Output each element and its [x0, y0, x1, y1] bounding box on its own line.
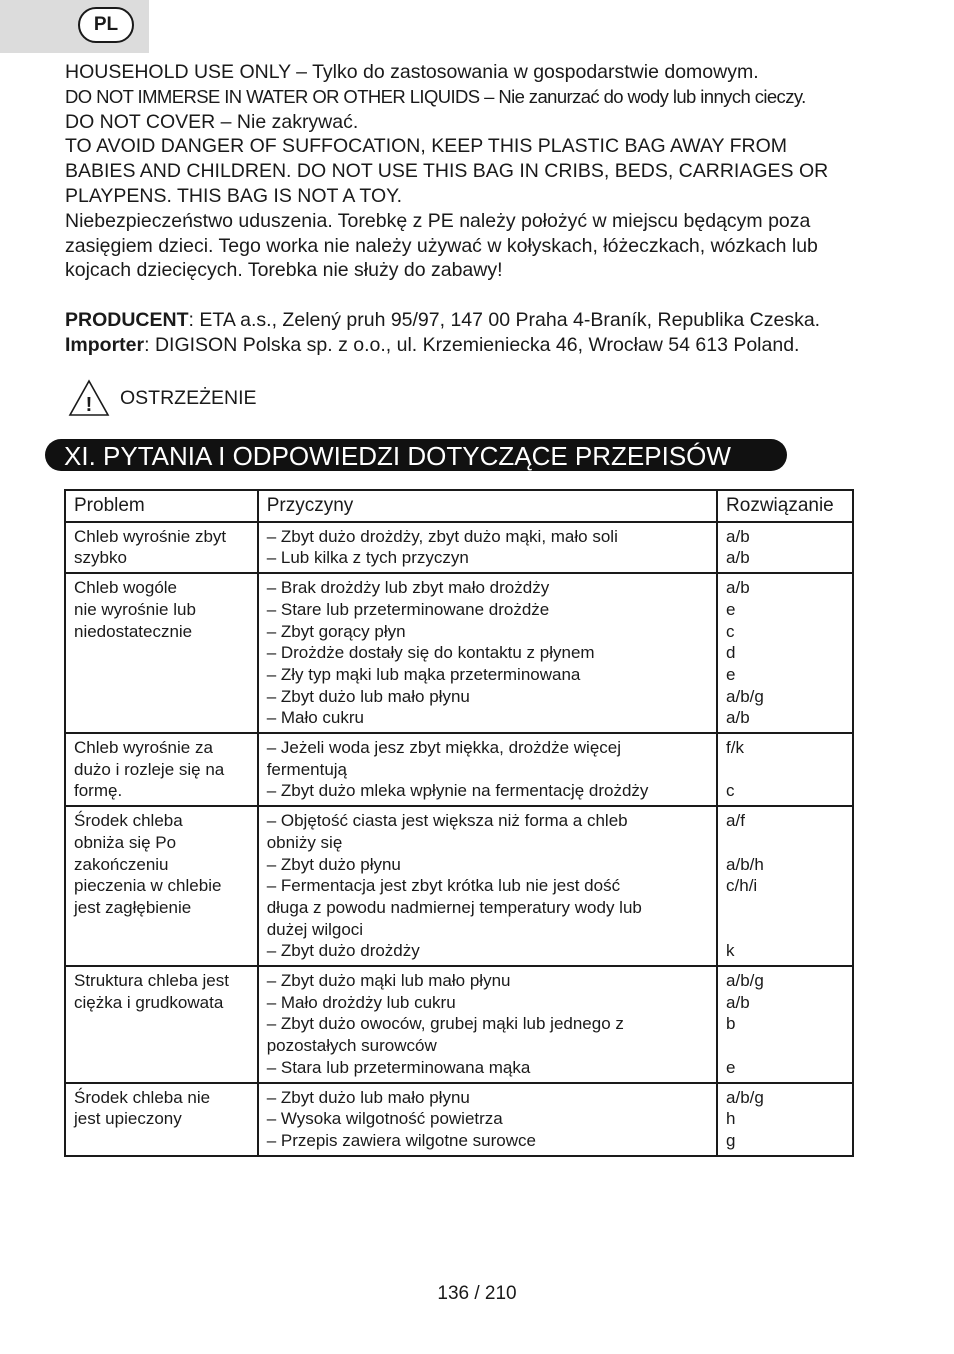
- problem-cell: [65, 966, 258, 1083]
- causes-line: – Zbyt gorący płyn: [266, 621, 406, 641]
- causes-line: – Zbyt dużo lub mało płynu: [266, 1087, 470, 1107]
- causes-line: – Brak drożdży lub zbyt mało drożdży: [266, 578, 550, 598]
- causes-line: – Zbyt dużo mąki lub mało płynu: [266, 971, 511, 991]
- problem-line: ciężka i grudkowata: [74, 992, 224, 1012]
- safety-notice: [65, 60, 925, 358]
- solution-line: c/h/i: [726, 876, 758, 896]
- causes-line: – Zbyt dużo płynu: [266, 854, 401, 874]
- problem-line: obniża się Po: [74, 832, 177, 852]
- importer-text: : DIGISON Polska sp. z o.o., ul. Krzemieniecka 46, Wrocław 54 613 Poland.: [144, 333, 800, 356]
- notice-line: Niebezpieczeństwo uduszenia. Torebkę z PE należy położyć w miejscu będącym poza: [65, 209, 811, 232]
- table-row: [65, 1083, 853, 1156]
- problem-line: formę.: [74, 781, 123, 801]
- importer-line: [65, 333, 925, 358]
- causes-cell: [258, 806, 717, 966]
- causes-line: – Przepis zawiera wilgotne surowce: [266, 1130, 536, 1150]
- causes-line: – Zły typ mąki lub mąka przeterminowana: [266, 664, 581, 684]
- header-solution: Rozwiązanie: [717, 490, 853, 522]
- solution-cell: [717, 966, 853, 1083]
- importer-label: Importer: [65, 333, 145, 356]
- problem-line: jest upieczony: [74, 1109, 182, 1129]
- notice-line: TO AVOID DANGER OF SUFFOCATION, KEEP THIS PLASTIC BAG AWAY FROM: [65, 135, 787, 158]
- solution-line: a/b/g: [726, 971, 764, 991]
- solution-line: a/b/g: [726, 686, 764, 706]
- notice-line: HOUSEHOLD USE ONLY – Tylko do zastosowania w gospodarstwie domowym.: [65, 61, 759, 83]
- causes-line: długa z powodu nadmiernej temperatury wody lub: [266, 897, 642, 917]
- solution-line: a/f: [726, 811, 745, 831]
- causes-line: – Objętość ciasta jest większa niż forma a chleb: [266, 811, 628, 831]
- solution-line: e: [726, 599, 736, 619]
- causes-line: – Zbyt dużo drożdży, zbyt dużo mąki, mało soli: [266, 526, 618, 546]
- problem-line: Struktura chleba jest: [74, 971, 229, 991]
- problem-cell: [65, 573, 258, 733]
- table-header-row: [65, 490, 853, 522]
- page-total: 210: [484, 1283, 517, 1304]
- table-row: [65, 806, 853, 966]
- causes-line: – Mało cukru: [266, 708, 365, 728]
- notice-line: DO NOT COVER – Nie zakrywać.: [65, 110, 359, 133]
- problem-line: Chleb wogóle: [74, 578, 178, 598]
- causes-line: – Zbyt dużo owoców, grubej mąki lub jednego z: [266, 1014, 624, 1034]
- solution-line: [726, 832, 844, 854]
- solution-line: a/b: [726, 526, 750, 546]
- warning-label: OSTRZEŻENIE: [120, 386, 257, 409]
- table-row: [65, 522, 853, 573]
- header-problem: Problem: [65, 490, 258, 522]
- language-tab: [0, 0, 149, 53]
- solution-line: [726, 897, 844, 919]
- solution-line: e: [726, 1057, 736, 1077]
- causes-line: – Drożdże dostały się do kontaktu z płynem: [266, 643, 595, 663]
- notice-line: kojcach dziecięcych. Torebka nie służy do zabawy!: [65, 259, 503, 282]
- problem-line: Środek chleba: [74, 811, 183, 831]
- solution-line: k: [726, 941, 735, 961]
- solution-line: g: [726, 1130, 736, 1150]
- causes-line: – Mało drożdży lub cukru: [266, 992, 456, 1012]
- problem-line: zakończeniu: [74, 854, 169, 874]
- language-badge: PL: [78, 7, 134, 43]
- problem-cell: [65, 733, 258, 806]
- causes-cell: [258, 573, 717, 733]
- problem-line: pieczenia w chlebie: [74, 876, 222, 896]
- producer-line: [65, 308, 925, 333]
- causes-line: – Stara lub przeterminowana mąka: [266, 1057, 531, 1077]
- table-row: [65, 573, 853, 733]
- problem-line: Chleb wyrośnie za: [74, 738, 213, 758]
- problem-line: szybko: [74, 548, 127, 568]
- warning-triangle-icon: [68, 379, 110, 417]
- solution-cell: [717, 733, 853, 806]
- causes-line: – Fermentacja jest zbyt krótka lub nie jest dość: [266, 876, 621, 896]
- notice-line: BABIES AND CHILDREN. DO NOT USE THIS BAG IN CRIBS, BEDS, CARRIAGES OR: [65, 160, 829, 183]
- solution-cell: [717, 1083, 853, 1156]
- page-number: [0, 1283, 954, 1305]
- svg-text:!: !: [85, 394, 93, 416]
- page-current: 136: [437, 1283, 470, 1304]
- table-row: [65, 733, 853, 806]
- solution-line: [726, 1035, 844, 1057]
- causes-line: fermentują: [266, 759, 348, 779]
- problem-line: dużo i rozleje się na: [74, 759, 225, 779]
- solution-line: a/b/g: [726, 1087, 764, 1107]
- causes-line: dużej wilgoci: [266, 919, 364, 939]
- problem-cell: [65, 522, 258, 573]
- problem-line: Chleb wyrośnie zbyt: [74, 526, 227, 546]
- section-title: XI. PYTANIA I ODPOWIEDZI DOTYCZĄCE PRZEPISÓW: [45, 439, 787, 471]
- notice-line: PLAYPENS. THIS BAG IS NOT A TOY.: [65, 184, 403, 207]
- notice-line: zasięgiem dzieci. Tego worka nie należy używać w kołyskach, łóżeczkach, wózkach lub: [65, 234, 818, 257]
- causes-line: – Stare lub przeterminowane drożdże: [266, 599, 550, 619]
- solution-line: d: [726, 643, 736, 663]
- solution-line: c: [726, 621, 735, 641]
- solution-cell: [717, 806, 853, 966]
- table-row: [65, 966, 853, 1083]
- producer-text: : ETA a.s., Zelený pruh 95/97, 147 00 Praha 4-Braník, Republika Czeska.: [188, 308, 821, 331]
- solution-line: a/b/h: [726, 854, 764, 874]
- causes-cell: [258, 733, 717, 806]
- causes-line: pozostałych surowców: [266, 1036, 437, 1056]
- solution-line: e: [726, 664, 736, 684]
- causes-line: – Jeżeli woda jesz zbyt miękka, drożdże więcej: [266, 738, 622, 758]
- header-causes: Przyczyny: [258, 490, 717, 522]
- solution-line: h: [726, 1109, 736, 1129]
- causes-cell: [258, 966, 717, 1083]
- notice-line: DO NOT IMMERSE IN WATER OR OTHER LIQUIDS – Nie zanurzać do wody lub innych cieczy.: [65, 85, 806, 107]
- solution-line: a/b: [726, 548, 750, 568]
- solution-line: f/k: [726, 738, 744, 758]
- problem-line: jest zagłębienie: [74, 897, 192, 917]
- solution-line: a/b: [726, 578, 750, 598]
- solution-line: a/b: [726, 708, 750, 728]
- causes-cell: [258, 1083, 717, 1156]
- causes-line: – Wysoka wilgotność powietrza: [266, 1109, 503, 1129]
- causes-line: – Zbyt dużo lub mało płynu: [266, 686, 470, 706]
- problem-line: niedostatecznie: [74, 621, 193, 641]
- causes-cell: [258, 522, 717, 573]
- troubleshooting-table: [64, 489, 854, 1157]
- solution-line: a/b: [726, 992, 750, 1012]
- solution-line: c: [726, 781, 735, 801]
- solution-cell: [717, 573, 853, 733]
- warning-row: [68, 379, 257, 417]
- causes-line: – Zbyt dużo mleka wpłynie na fermentację drożdży: [266, 781, 649, 801]
- producer-label: PRODUCENT: [65, 308, 189, 331]
- solution-line: [726, 919, 844, 941]
- page-separator: /: [469, 1283, 485, 1304]
- problem-line: Środek chleba nie: [74, 1087, 211, 1107]
- problem-line: nie wyrośnie lub: [74, 599, 196, 619]
- solution-line: [726, 759, 844, 781]
- solution-line: b: [726, 1014, 736, 1034]
- causes-line: obniży się: [266, 832, 343, 852]
- problem-cell: [65, 1083, 258, 1156]
- causes-line: – Lub kilka z tych przyczyn: [266, 548, 469, 568]
- solution-cell: [717, 522, 853, 573]
- problem-cell: [65, 806, 258, 966]
- causes-line: – Zbyt dużo drożdży: [266, 941, 420, 961]
